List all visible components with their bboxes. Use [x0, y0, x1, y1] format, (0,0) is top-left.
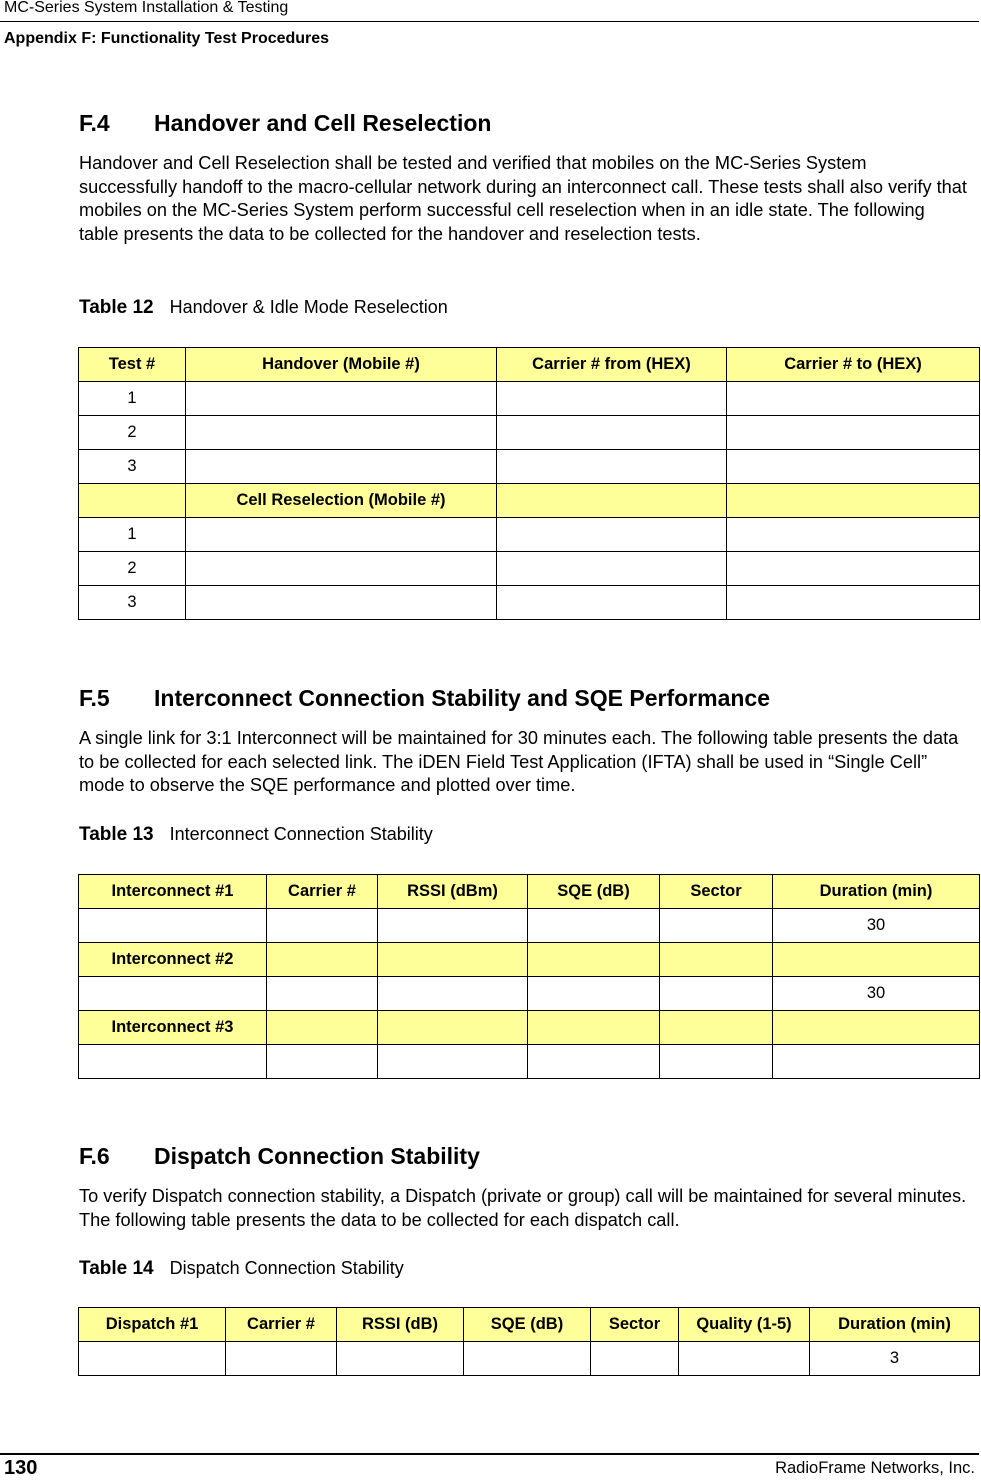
section-number: F.6: [79, 1143, 110, 1169]
table-cell: 3: [810, 1342, 980, 1376]
section-number: F.5: [79, 685, 110, 711]
table-cell: [186, 586, 497, 620]
column-header: Carrier #: [267, 875, 378, 909]
column-header: Carrier #: [226, 1308, 337, 1342]
column-header: Carrier # from (HEX): [497, 348, 727, 382]
section-title: Interconnect Connection Stability and SQE Performance: [154, 685, 771, 711]
table-row: [79, 552, 980, 586]
table-cell: 30: [773, 909, 980, 943]
handover-table: [78, 347, 980, 620]
table-subheader-label: Interconnect #2: [79, 943, 267, 977]
table-cell: [378, 943, 528, 977]
table-cell: [497, 416, 727, 450]
table-caption-14: [79, 1258, 404, 1280]
table-cell: [337, 1342, 464, 1376]
column-header: SQE (dB): [464, 1308, 591, 1342]
table-label: Table 14: [79, 1258, 154, 1279]
table-cell: 3: [79, 450, 186, 484]
column-header: Sector: [660, 875, 773, 909]
footer-rule: [0, 1453, 979, 1455]
table-cell: [186, 450, 497, 484]
table-row: [79, 909, 980, 943]
table-cell: 1: [79, 382, 186, 416]
table-cell: 2: [79, 552, 186, 586]
column-header: Handover (Mobile #): [186, 348, 497, 382]
table-subheader-row: [79, 484, 980, 518]
table-cell: [226, 1342, 337, 1376]
table-row: [79, 1342, 980, 1376]
running-header-title: MC-Series System Installation & Testing: [4, 0, 289, 16]
dispatch-table: [78, 1307, 980, 1376]
table-subheader-row: [79, 943, 980, 977]
table-cell: [186, 552, 497, 586]
table-cell: [79, 484, 186, 518]
table-cell: [79, 1045, 267, 1079]
table-caption-12: [79, 297, 448, 319]
section-heading-f4: [79, 110, 491, 137]
column-header: Duration (min): [773, 875, 980, 909]
table-caption-text: Handover & Idle Mode Reselection: [169, 297, 448, 317]
table-cell: [528, 943, 660, 977]
column-header: Interconnect #1: [79, 875, 267, 909]
column-header: Sector: [591, 1308, 679, 1342]
table-subheader-label: Cell Reselection (Mobile #): [186, 484, 497, 518]
section-title: Handover and Cell Reselection: [154, 110, 492, 136]
table-label: Table 13: [79, 824, 154, 845]
header-rule: [0, 21, 979, 22]
table-row: [79, 586, 980, 620]
section-heading-f5: [79, 685, 770, 712]
table-cell: [660, 1045, 773, 1079]
table-cell: [660, 977, 773, 1011]
interconnect-table: [78, 874, 980, 1079]
table-cell: [528, 977, 660, 1011]
column-header: SQE (dB): [528, 875, 660, 909]
table-cell: [267, 909, 378, 943]
table-row: [79, 382, 980, 416]
table-cell: [528, 909, 660, 943]
table-cell: [528, 1045, 660, 1079]
table-cell: [679, 1342, 810, 1376]
section-title: Dispatch Connection Stability: [154, 1143, 480, 1169]
table-cell: [267, 977, 378, 1011]
table-cell: [727, 552, 980, 586]
column-header: Carrier # to (HEX): [727, 348, 980, 382]
table-caption-13: [79, 824, 433, 846]
table-caption-text: Dispatch Connection Stability: [169, 1258, 404, 1278]
table-header-row: [79, 875, 980, 909]
table-cell: [727, 484, 980, 518]
table-cell: [497, 552, 727, 586]
table-row: [79, 518, 980, 552]
table-cell: [186, 518, 497, 552]
table-cell: [497, 382, 727, 416]
column-header: Dispatch #1: [79, 1308, 226, 1342]
table-row: [79, 977, 980, 1011]
section-number: F.4: [79, 110, 110, 136]
table-cell: [660, 909, 773, 943]
column-header: RSSI (dBm): [378, 875, 528, 909]
table-cell: [773, 1011, 980, 1045]
table-cell: [267, 1011, 378, 1045]
table-cell: 2: [79, 416, 186, 450]
table-cell: [79, 977, 267, 1011]
table-cell: [378, 909, 528, 943]
table-label: Table 12: [79, 297, 154, 318]
section-paragraph-f4: Handover and Cell Reselection shall be tested and verified that mobiles on the MC-Series System successfully handoff to the macro-cellular network during an interconnect call. These tests shall also verify that mobiles on the MC-Series System perform successful cell reselection when in an idle state. The following table presents the data to be collected for the handover and reselection tests.: [79, 153, 967, 244]
table-cell: [186, 416, 497, 450]
page-number: 130: [4, 1457, 38, 1479]
section-paragraph-f6: To verify Dispatch connection stability, a Dispatch (private or group) call will be maintained for several minutes. The following table presents the data to be collected for each dispatch call.: [79, 1186, 967, 1230]
column-header: Quality (1-5): [679, 1308, 810, 1342]
table-subheader-label: Interconnect #3: [79, 1011, 267, 1045]
table-cell: [464, 1342, 591, 1376]
table-cell: [660, 943, 773, 977]
table-row: [79, 416, 980, 450]
table-subheader-row: [79, 1011, 980, 1045]
table-cell: [79, 909, 267, 943]
column-header: RSSI (dB): [337, 1308, 464, 1342]
column-header: Duration (min): [810, 1308, 980, 1342]
table-cell: [497, 518, 727, 552]
table-cell: 1: [79, 518, 186, 552]
table-cell: [79, 1342, 226, 1376]
table-cell: [591, 1342, 679, 1376]
table-cell: [267, 1045, 378, 1079]
table-cell: [727, 416, 980, 450]
table-cell: [660, 1011, 773, 1045]
table-cell: [497, 586, 727, 620]
table-cell: 30: [773, 977, 980, 1011]
table-cell: [497, 484, 727, 518]
table-cell: [773, 943, 980, 977]
section-paragraph-f5: A single link for 3:1 Interconnect will be maintained for 30 minutes each. The following table presents the data to be collected for each selected link. The iDEN Field Test Application (IFTA) shall be used in “Single Cell” mode to observe the SQE performance and plotted over time.: [79, 728, 959, 795]
table-cell: [528, 1011, 660, 1045]
table-cell: [378, 1011, 528, 1045]
table-cell: [267, 943, 378, 977]
table-cell: [727, 586, 980, 620]
table-cell: [773, 1045, 980, 1079]
table-cell: 3: [79, 586, 186, 620]
running-header-subtitle: Appendix F: Functionality Test Procedures: [4, 30, 330, 47]
table-cell: [186, 382, 497, 416]
table-cell: [497, 450, 727, 484]
table-cell: [727, 450, 980, 484]
table-cell: [378, 977, 528, 1011]
column-header: Test #: [79, 348, 186, 382]
table-header-row: [79, 1308, 980, 1342]
table-row: [79, 1045, 980, 1079]
company-name: RadioFrame Networks, Inc.: [775, 1459, 975, 1477]
table-row: [79, 450, 980, 484]
table-cell: [727, 518, 980, 552]
table-cell: [727, 382, 980, 416]
table-cell: [378, 1045, 528, 1079]
table-header-row: [79, 348, 980, 382]
table-caption-text: Interconnect Connection Stability: [169, 824, 433, 844]
section-heading-f6: [79, 1143, 480, 1170]
